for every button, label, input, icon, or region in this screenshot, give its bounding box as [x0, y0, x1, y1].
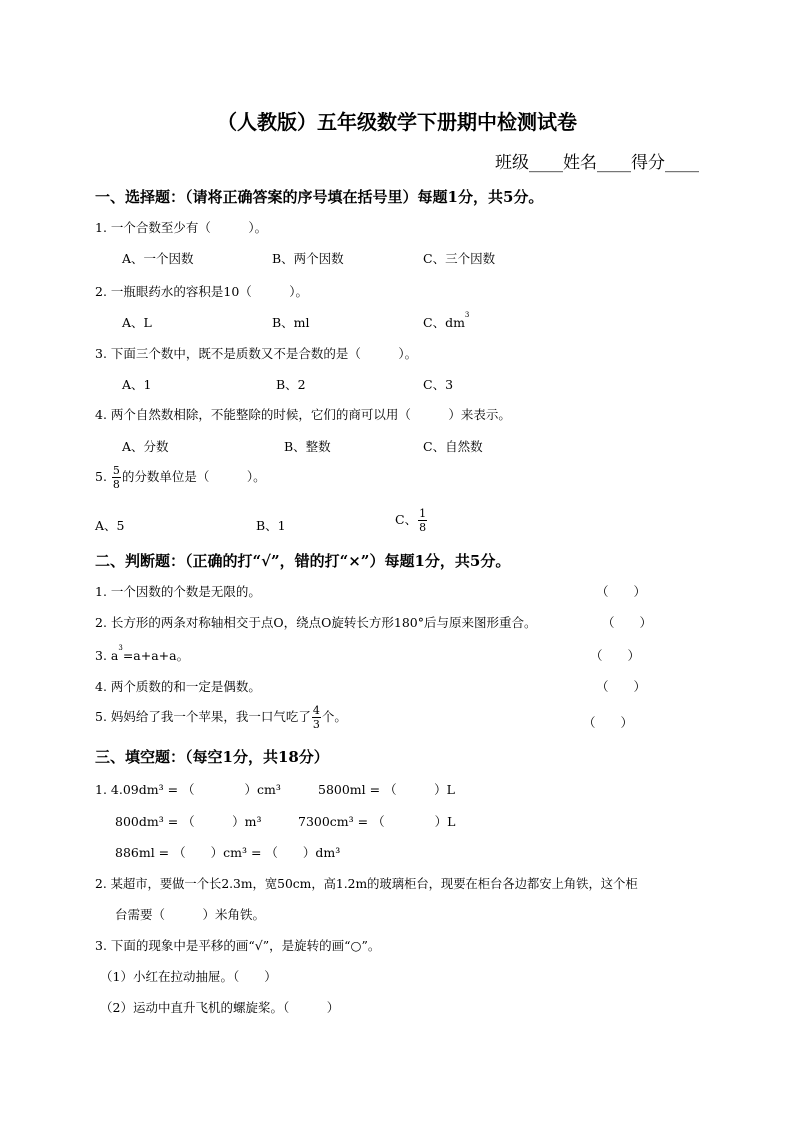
s1-question-1: 1. 一个合数至少有（ ）。	[95, 220, 268, 235]
s1-q4-option-b: B、整数	[284, 439, 331, 454]
s3-q1-row3: 886ml = （ ）cm³ = （ ）dm³	[115, 845, 341, 860]
s1-question-2: 2. 一瓶眼药水的容积是10（ ）。	[95, 284, 309, 299]
s2-question-2: 2. 长方形的两条对称轴相交于点O，绕点O旋转长方形180°后与原来图形重合。	[95, 615, 537, 630]
s2-q4-answer-paren: （ ）	[596, 679, 647, 694]
s2-q3-answer-paren: （ ）	[590, 648, 641, 663]
fraction-one-eighth: $\frac{1}{8}$	[419, 507, 427, 534]
s3-q3-item-2: （2）运动中直升飞机的螺旋桨。（ ）	[100, 1000, 340, 1015]
section-1-heading: 一、选择题：（请将正确答案的序号填在括号里）每题1分，共5分。	[95, 188, 544, 206]
s1-q4-option-c: C、自然数	[423, 439, 483, 454]
s3-q3-item-1: （1）小红在拉动抽屉。（ ）	[100, 969, 277, 984]
student-info-line: 班级____姓名____得分____	[495, 153, 699, 173]
s1-q1-option-c: C、三个因数	[423, 251, 496, 266]
s1-q3-option-b: B、2	[276, 377, 306, 392]
section-2-heading: 二、判断题：（正确的打“√”，错的打“×”）每题1分，共5分。	[95, 552, 511, 570]
s3-question-2-line1: 2. 某超市，要做一个长2.3m，宽50cm，高1.2m的玻璃柜台，现要在柜台各边都安上角铁，这个柜	[95, 877, 638, 891]
section-3-heading: 三、填空题：（每空1分，共18分）	[95, 748, 329, 766]
s3-q1-row2-left: 800dm³ = （ ）m³	[115, 814, 262, 829]
s3-question-3: 3. 下面的现象中是平移的画“√”，是旋转的画“○”。	[95, 938, 381, 953]
s1-q3-option-c: C、3	[423, 377, 454, 392]
s1-q2-option-c: C、$dm^3$	[423, 311, 470, 330]
s1-q2-option-a: A、L	[122, 315, 152, 330]
s1-question-3: 3. 下面三个数中，既不是质数又不是合数的是（ ）。	[95, 346, 418, 361]
fraction-five-eighths: $\frac{5}{8}$	[112, 464, 120, 491]
s2-question-3: 3. $a^3=a+a+a$。	[95, 644, 190, 663]
s3-question-2-line2: 台需要（ ）米角铁。	[115, 907, 266, 922]
s3-q1-row1-right: 5800ml = （ ）L	[318, 782, 455, 797]
s1-q4-option-a: A、分数	[122, 439, 169, 454]
s2-q1-answer-paren: （ ）	[596, 584, 647, 599]
s1-q1-option-b: B、两个因数	[272, 251, 344, 266]
s3-q1-row1-left: 1. 4.09dm³ = （ ）cm³	[95, 782, 281, 797]
s3-q1-row2-right: 7300cm³ = （ ）L	[298, 814, 456, 829]
s1-question-4: 4. 两个自然数相除，不能整除的时候，它们的商可以用（ ）来表示。	[95, 407, 511, 422]
page-title: （人教版）五年级数学下册期中检测试卷	[217, 110, 577, 134]
s2-q2-answer-paren: （ ）	[602, 615, 653, 630]
s2-question-5: 5. 妈妈给了我一个苹果，我一口气吃了 $\frac{4}{3}$ 个。	[95, 704, 347, 731]
s1-q5-option-c: C、 $\frac{1}{8}$	[395, 507, 427, 534]
s1-q3-option-a: A、1	[122, 377, 152, 392]
s1-q5-option-b: B、1	[256, 518, 286, 533]
s1-q2-option-b: B、ml	[272, 315, 310, 330]
fraction-four-thirds: $\frac{4}{3}$	[312, 704, 320, 731]
s2-question-4: 4. 两个质数的和一定是偶数。	[95, 679, 261, 694]
s2-question-1: 1. 一个因数的个数是无限的。	[95, 584, 261, 599]
s1-question-5: 5. $\frac{5}{8}$ 的分数单位是（ ）。	[95, 464, 266, 491]
s2-q5-answer-paren: （ ）	[583, 715, 634, 730]
s1-q5-option-a: A、5	[95, 518, 125, 533]
s1-q1-option-a: A、一个因数	[122, 251, 194, 266]
